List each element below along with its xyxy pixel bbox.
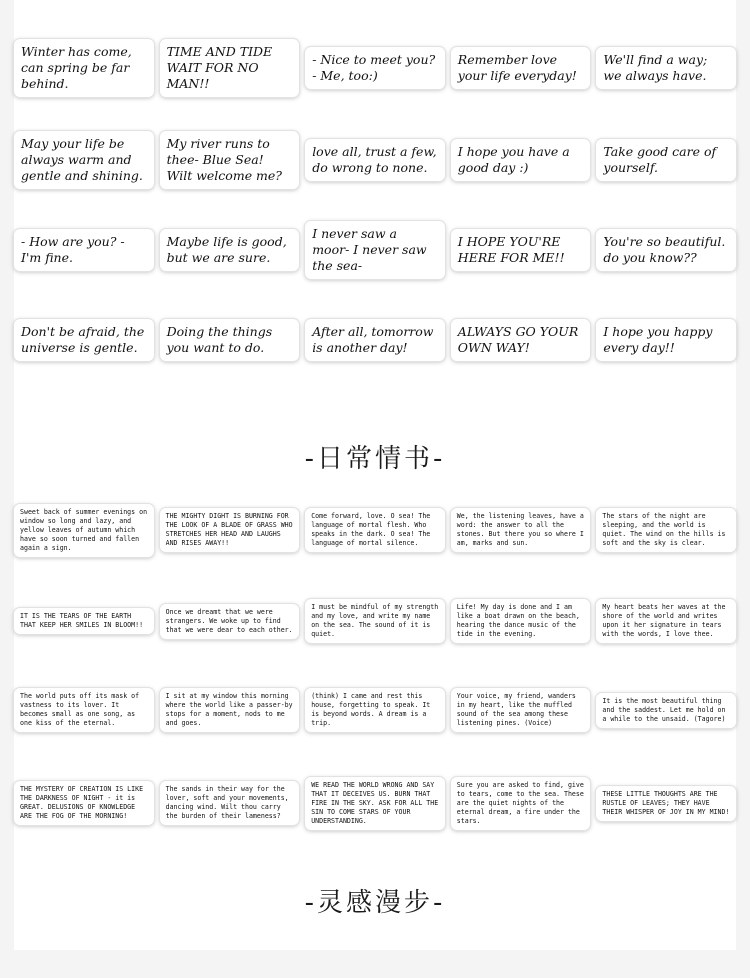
- sticker-cell: [14, 484, 154, 576]
- sticker-cell: [596, 576, 736, 666]
- sticker-grid: [14, 484, 736, 852]
- sticker[interactable]: Come forward, love. O sea! The language of mortal flesh. Who speaks in the dark. O sea! The language of mortal silence.: [305, 508, 445, 552]
- sticker-grid: [14, 22, 736, 386]
- sticker[interactable]: The world puts off its mask of vastness to its lover. It becomes small as one song, as one kiss of the eternal.: [14, 688, 154, 732]
- sticker[interactable]: I must be mindful of my strength and my love, and write my name on the sea. The sound of it is quiet.: [305, 599, 445, 643]
- sticker-cell: [305, 666, 445, 754]
- sticker[interactable]: Sure you are asked to find, give to tears, come to the sea. These are the quiet nights of the eternal dream, a fire under the stars.: [451, 777, 591, 830]
- sticker-cell: [451, 114, 591, 206]
- sticker-cell: [305, 114, 445, 206]
- sticker[interactable]: WE READ THE WORLD WRONG AND SAY THAT IT DECEIVES US. BURN THAT FIRE IN THE SKY. ASK FOR ALL THE SIN TO COME STARS OF YOUR UNDERSTANDING.: [305, 777, 445, 830]
- sticker[interactable]: IT IS THE TEARS OF THE EARTH THAT KEEP HER SMILES IN BLOOM!!: [14, 608, 154, 634]
- sticker-cell: [160, 206, 300, 294]
- sticker[interactable]: We, the listening leaves, have a word: the answer to all the stones. But there you so where I am, marks and sun.: [451, 508, 591, 552]
- sticker-cell: [14, 114, 154, 206]
- sticker-cell: [451, 294, 591, 386]
- sticker-cell: [160, 22, 300, 114]
- sticker[interactable]: The sands in their way for the lover, soft and your movements, dancing wind. Wilt thou carry the burden of their lameness?: [160, 781, 300, 825]
- sticker-cell: [14, 22, 154, 114]
- sticker[interactable]: THE MYSTERY OF CREATION IS LIKE THE DARKNESS OF NIGHT - it is GREAT. DELUSIONS OF KNOWLEDGE ARE THE FOG OF THE MORNING!: [14, 781, 154, 825]
- sticker[interactable]: May your life be always warm and gentle and shining.: [14, 131, 154, 189]
- sticker[interactable]: (think) I came and rest this house, forgetting to speak. It is beyond words. A dream is a trip.: [305, 688, 445, 732]
- sticker-cell: [14, 754, 154, 852]
- sticker-cell: [596, 22, 736, 114]
- sticker-cell: [596, 754, 736, 852]
- sticker-cell: [596, 294, 736, 386]
- sticker[interactable]: You're so beautiful. do you know??: [596, 229, 736, 271]
- section-title: -日常情书-: [304, 444, 446, 474]
- sticker[interactable]: THESE LITTLE THOUGHTS ARE THE RUSTLE OF LEAVES; THEY HAVE THEIR WHISPER OF JOY IN MY MIND!: [596, 786, 736, 821]
- sticker-cell: [451, 576, 591, 666]
- sticker[interactable]: I HOPE YOU'RE HERE FOR ME!!: [451, 229, 591, 271]
- sticker[interactable]: My river runs to thee- Blue Sea! Wilt welcome me?: [160, 131, 300, 189]
- sticker[interactable]: Life! My day is done and I am like a boat drawn on the beach, hearing the dance music of the tide in the evening.: [451, 599, 591, 643]
- sticker-cell: [305, 576, 445, 666]
- sticker-cell: [596, 484, 736, 576]
- sticker[interactable]: I hope you happy every day!!: [596, 319, 736, 361]
- sticker-sheet: [14, 0, 736, 950]
- sticker[interactable]: Sweet back of summer evenings on window so long and lazy, and yellow leaves of autumn which have so soon turned and fallen again a sign.: [14, 504, 154, 557]
- sticker-cell: [451, 754, 591, 852]
- sticker[interactable]: ALWAYS GO YOUR OWN WAY!: [451, 319, 591, 361]
- sticker-cell: [305, 754, 445, 852]
- section-daily-love-letters: [14, 22, 736, 386]
- sticker[interactable]: Your voice, my friend, wanders in my heart, like the muffled sound of the sea among these listening pines. (Voice): [451, 688, 591, 732]
- sticker-cell: [305, 294, 445, 386]
- sticker[interactable]: - Nice to meet you? - Me, too:): [305, 47, 445, 89]
- sticker-cell: [451, 22, 591, 114]
- sticker-cell: [14, 576, 154, 666]
- sticker[interactable]: It is the most beautiful thing and the saddest. Let me hold on a while to the unsaid. (Tagore): [596, 693, 736, 728]
- sticker-cell: [14, 206, 154, 294]
- sticker[interactable]: Remember love your life everyday!: [451, 47, 591, 89]
- section-inspiration-walk: [14, 484, 736, 852]
- sticker-cell: [305, 22, 445, 114]
- sticker[interactable]: Take good care of yourself.: [596, 139, 736, 181]
- sticker[interactable]: Once we dreamt that we were strangers. We woke up to find that we were dear to each other.: [160, 604, 300, 639]
- sticker[interactable]: We'll find a way; we always have.: [596, 47, 736, 89]
- sticker[interactable]: Maybe life is good, but we are sure.: [160, 229, 300, 271]
- sticker-cell: [160, 294, 300, 386]
- sticker[interactable]: Don't be afraid, the universe is gentle.: [14, 319, 154, 361]
- sticker-cell: [451, 666, 591, 754]
- sticker-cell: [305, 206, 445, 294]
- sticker-cell: [596, 114, 736, 206]
- sticker-cell: [160, 484, 300, 576]
- sticker[interactable]: My heart beats her waves at the shore of the world and writes upon it her signature in tears with the words, I love thee.: [596, 599, 736, 643]
- sticker[interactable]: THE MIGHTY DIGHT IS BURNING FOR THE LOOK OF A BLADE OF GRASS WHO STRETCHES HER HEAD AND LAUGHS AND RISES AWAY!!: [160, 508, 300, 552]
- sticker-cell: [160, 754, 300, 852]
- sticker[interactable]: Doing the things you want to do.: [160, 319, 300, 361]
- sticker-cell: [160, 114, 300, 206]
- sticker[interactable]: The stars of the night are sleeping, and the world is quiet. The wind on the hills is soft and the sky is clear.: [596, 508, 736, 552]
- sticker-cell: [596, 666, 736, 754]
- sticker[interactable]: - How are you? - I'm fine.: [14, 229, 154, 271]
- sticker-cell: [305, 484, 445, 576]
- sticker-cell: [451, 206, 591, 294]
- sticker-cell: [160, 666, 300, 754]
- sticker[interactable]: I never saw a moor- I never saw the sea-: [305, 221, 445, 279]
- sticker-cell: [596, 206, 736, 294]
- sticker[interactable]: Winter has come, can spring be far behind.: [14, 39, 154, 97]
- section-title: -灵感漫步-: [304, 888, 446, 918]
- sticker-cell: [14, 666, 154, 754]
- sticker-cell: [14, 294, 154, 386]
- sticker[interactable]: TIME AND TIDE WAIT FOR NO MAN!!: [160, 39, 300, 97]
- sticker[interactable]: love all, trust a few, do wrong to none.: [305, 139, 445, 181]
- sticker[interactable]: After all, tomorrow is another day!: [305, 319, 445, 361]
- sticker[interactable]: I hope you have a good day :): [451, 139, 591, 181]
- sticker-cell: [451, 484, 591, 576]
- sticker-cell: [160, 576, 300, 666]
- sticker[interactable]: I sit at my window this morning where the world like a passer-by stops for a moment, nods to me and goes.: [160, 688, 300, 732]
